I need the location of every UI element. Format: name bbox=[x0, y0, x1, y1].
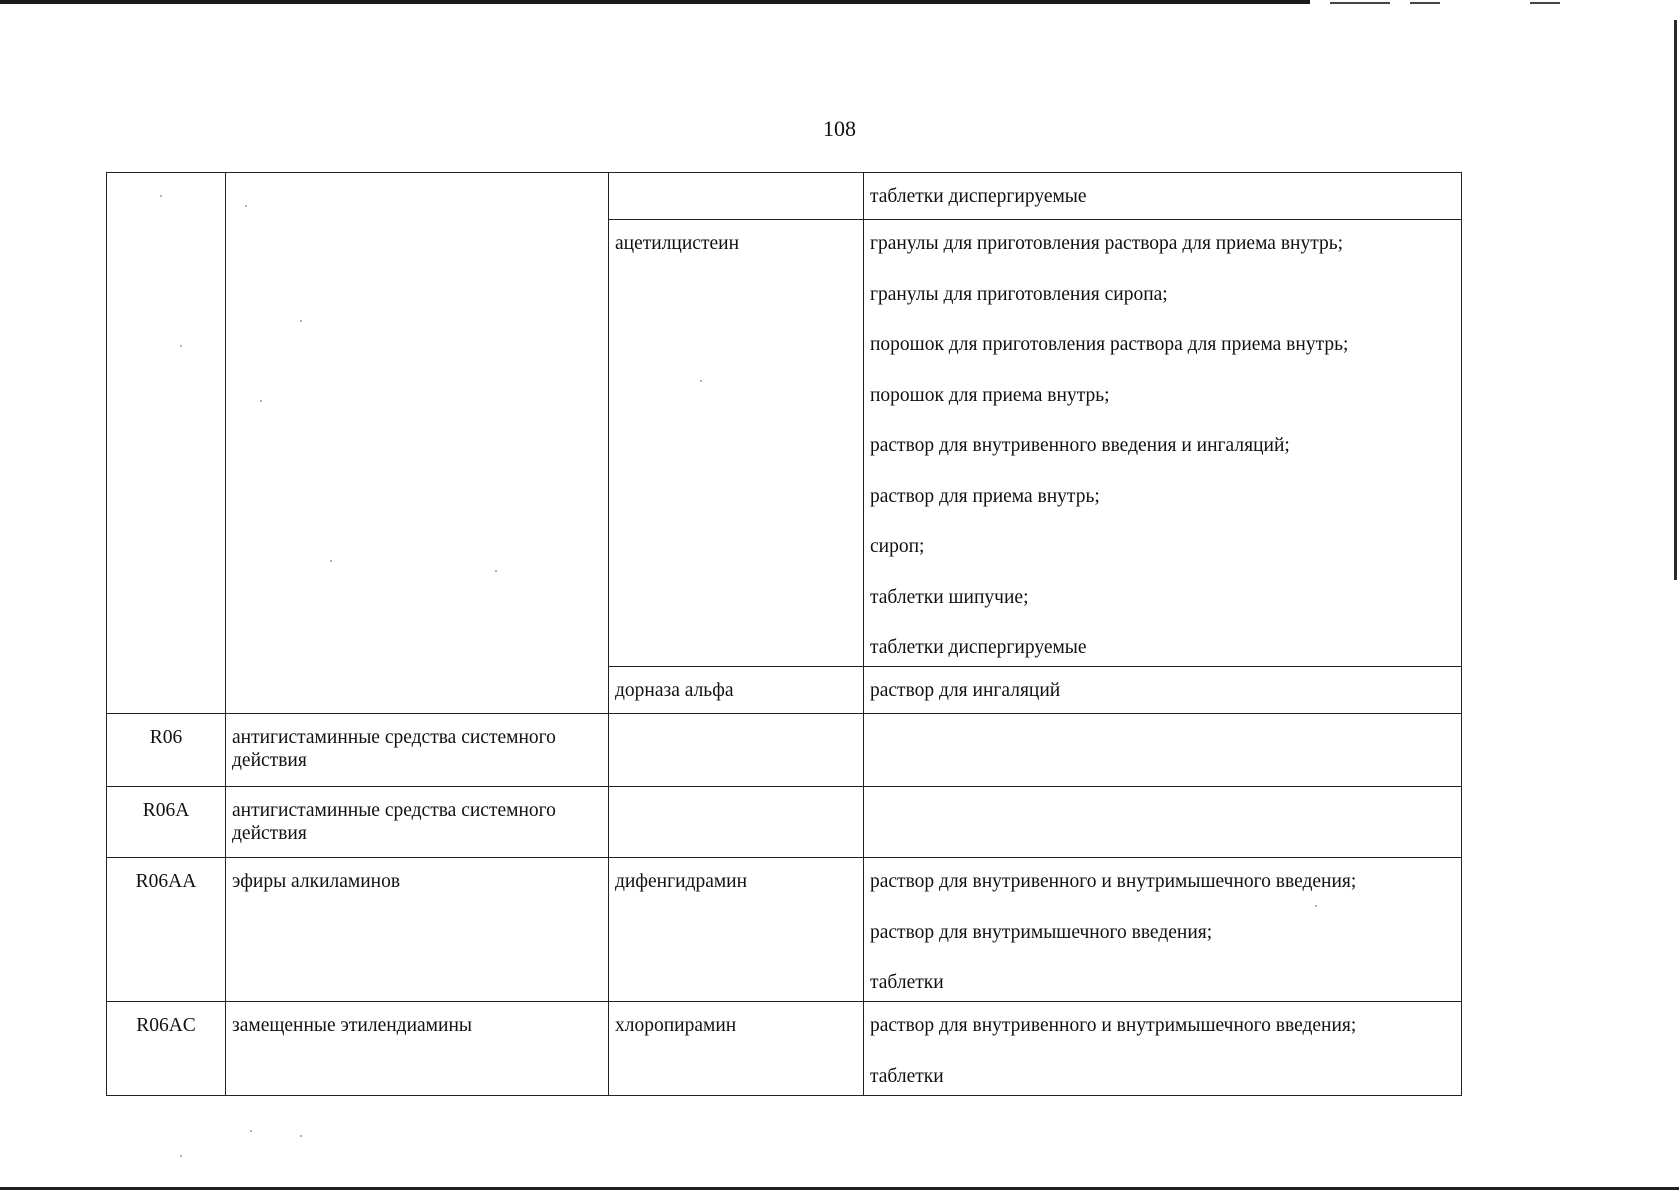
scan-dash bbox=[1330, 2, 1390, 4]
scan-speck bbox=[330, 560, 332, 562]
dosage-form: таблетки bbox=[870, 972, 944, 993]
scan-speck bbox=[250, 1130, 252, 1132]
dosage-form: таблетки шипучие; bbox=[870, 586, 1029, 608]
scan-dash bbox=[1530, 2, 1560, 4]
drug-table bbox=[106, 172, 1462, 1096]
dosage-form: таблетки bbox=[870, 1065, 944, 1087]
dosage-form-cell bbox=[864, 1002, 1462, 1096]
dosage-form: таблетки диспергируемые bbox=[870, 186, 1087, 207]
scan-speck bbox=[1315, 905, 1317, 907]
scan-border-bottom bbox=[0, 1187, 1679, 1190]
scan-border-top bbox=[0, 0, 1310, 4]
dosage-form: раствор для внутривенного введения и ингаляций; bbox=[870, 435, 1290, 456]
drug-name-cell bbox=[609, 714, 864, 787]
drug-name-cell: дорназа альфа bbox=[609, 667, 864, 714]
table-row bbox=[107, 173, 1462, 220]
scan-speck bbox=[300, 1135, 302, 1137]
dosage-form: гранулы для приготовления раствора для приема внутрь; bbox=[870, 233, 1344, 254]
dosage-form: раствор для внутривенного и внутримышечного введения; bbox=[870, 1015, 1357, 1036]
atc-code-cell: R06AA bbox=[107, 858, 226, 1002]
atc-code-cell: R06 bbox=[107, 714, 226, 787]
group-cell: эфиры алкиламинов bbox=[226, 858, 609, 1002]
group-cell: антигистаминные средства системного действия bbox=[226, 714, 609, 787]
table-row bbox=[107, 1002, 1462, 1096]
dosage-form-cell bbox=[864, 787, 1462, 858]
table-row bbox=[107, 787, 1462, 858]
dosage-form: таблетки диспергируемые bbox=[870, 637, 1087, 658]
drug-name-cell: ацетилцистеин bbox=[609, 220, 864, 667]
drug-name-cell: дифенгидрамин bbox=[609, 858, 864, 1002]
scan-speck bbox=[700, 380, 702, 382]
scan-dash bbox=[1410, 2, 1440, 4]
scan-speck bbox=[160, 195, 162, 197]
dosage-form: раствор для ингаляций bbox=[870, 680, 1061, 701]
scan-speck bbox=[180, 345, 182, 347]
dosage-form: раствор для приема внутрь; bbox=[870, 485, 1100, 507]
dosage-form: сироп; bbox=[870, 536, 925, 557]
dosage-form: порошок для приема внутрь; bbox=[870, 384, 1110, 406]
table-row bbox=[107, 714, 1462, 787]
scan-speck bbox=[180, 1155, 182, 1157]
atc-code-cell: R06A bbox=[107, 787, 226, 858]
scan-speck bbox=[260, 400, 262, 402]
drug-name-cell: хлоропирамин bbox=[609, 1002, 864, 1096]
atc-code-cell: R06AC bbox=[107, 1002, 226, 1096]
table-row bbox=[107, 858, 1462, 1002]
dosage-form: раствор для внутримышечного введения; bbox=[870, 921, 1213, 943]
group-cell: замещенные этилендиамины bbox=[226, 1002, 609, 1096]
dosage-form-cell bbox=[864, 714, 1462, 787]
drug-name-cell bbox=[609, 787, 864, 858]
scan-speck bbox=[300, 320, 302, 322]
scan-speck bbox=[495, 570, 497, 572]
group-cell bbox=[226, 173, 609, 714]
page-number: 108 bbox=[823, 116, 856, 141]
dosage-form: гранулы для приготовления сиропа; bbox=[870, 283, 1168, 305]
dosage-form-cell bbox=[864, 858, 1462, 1002]
dosage-form-cell bbox=[864, 220, 1462, 667]
drug-name-cell bbox=[609, 173, 864, 220]
dosage-form: порошок для приготовления раствора для приема внутрь; bbox=[870, 334, 1349, 355]
code-cell bbox=[107, 173, 226, 714]
dosage-form-cell bbox=[864, 173, 1462, 220]
group-cell: антигистаминные средства системного действия bbox=[226, 787, 609, 858]
dosage-form-cell bbox=[864, 667, 1462, 714]
dosage-form: раствор для внутривенного и внутримышечного введения; bbox=[870, 871, 1357, 892]
scan-speck bbox=[245, 205, 247, 207]
scan-border-right bbox=[1674, 20, 1677, 580]
